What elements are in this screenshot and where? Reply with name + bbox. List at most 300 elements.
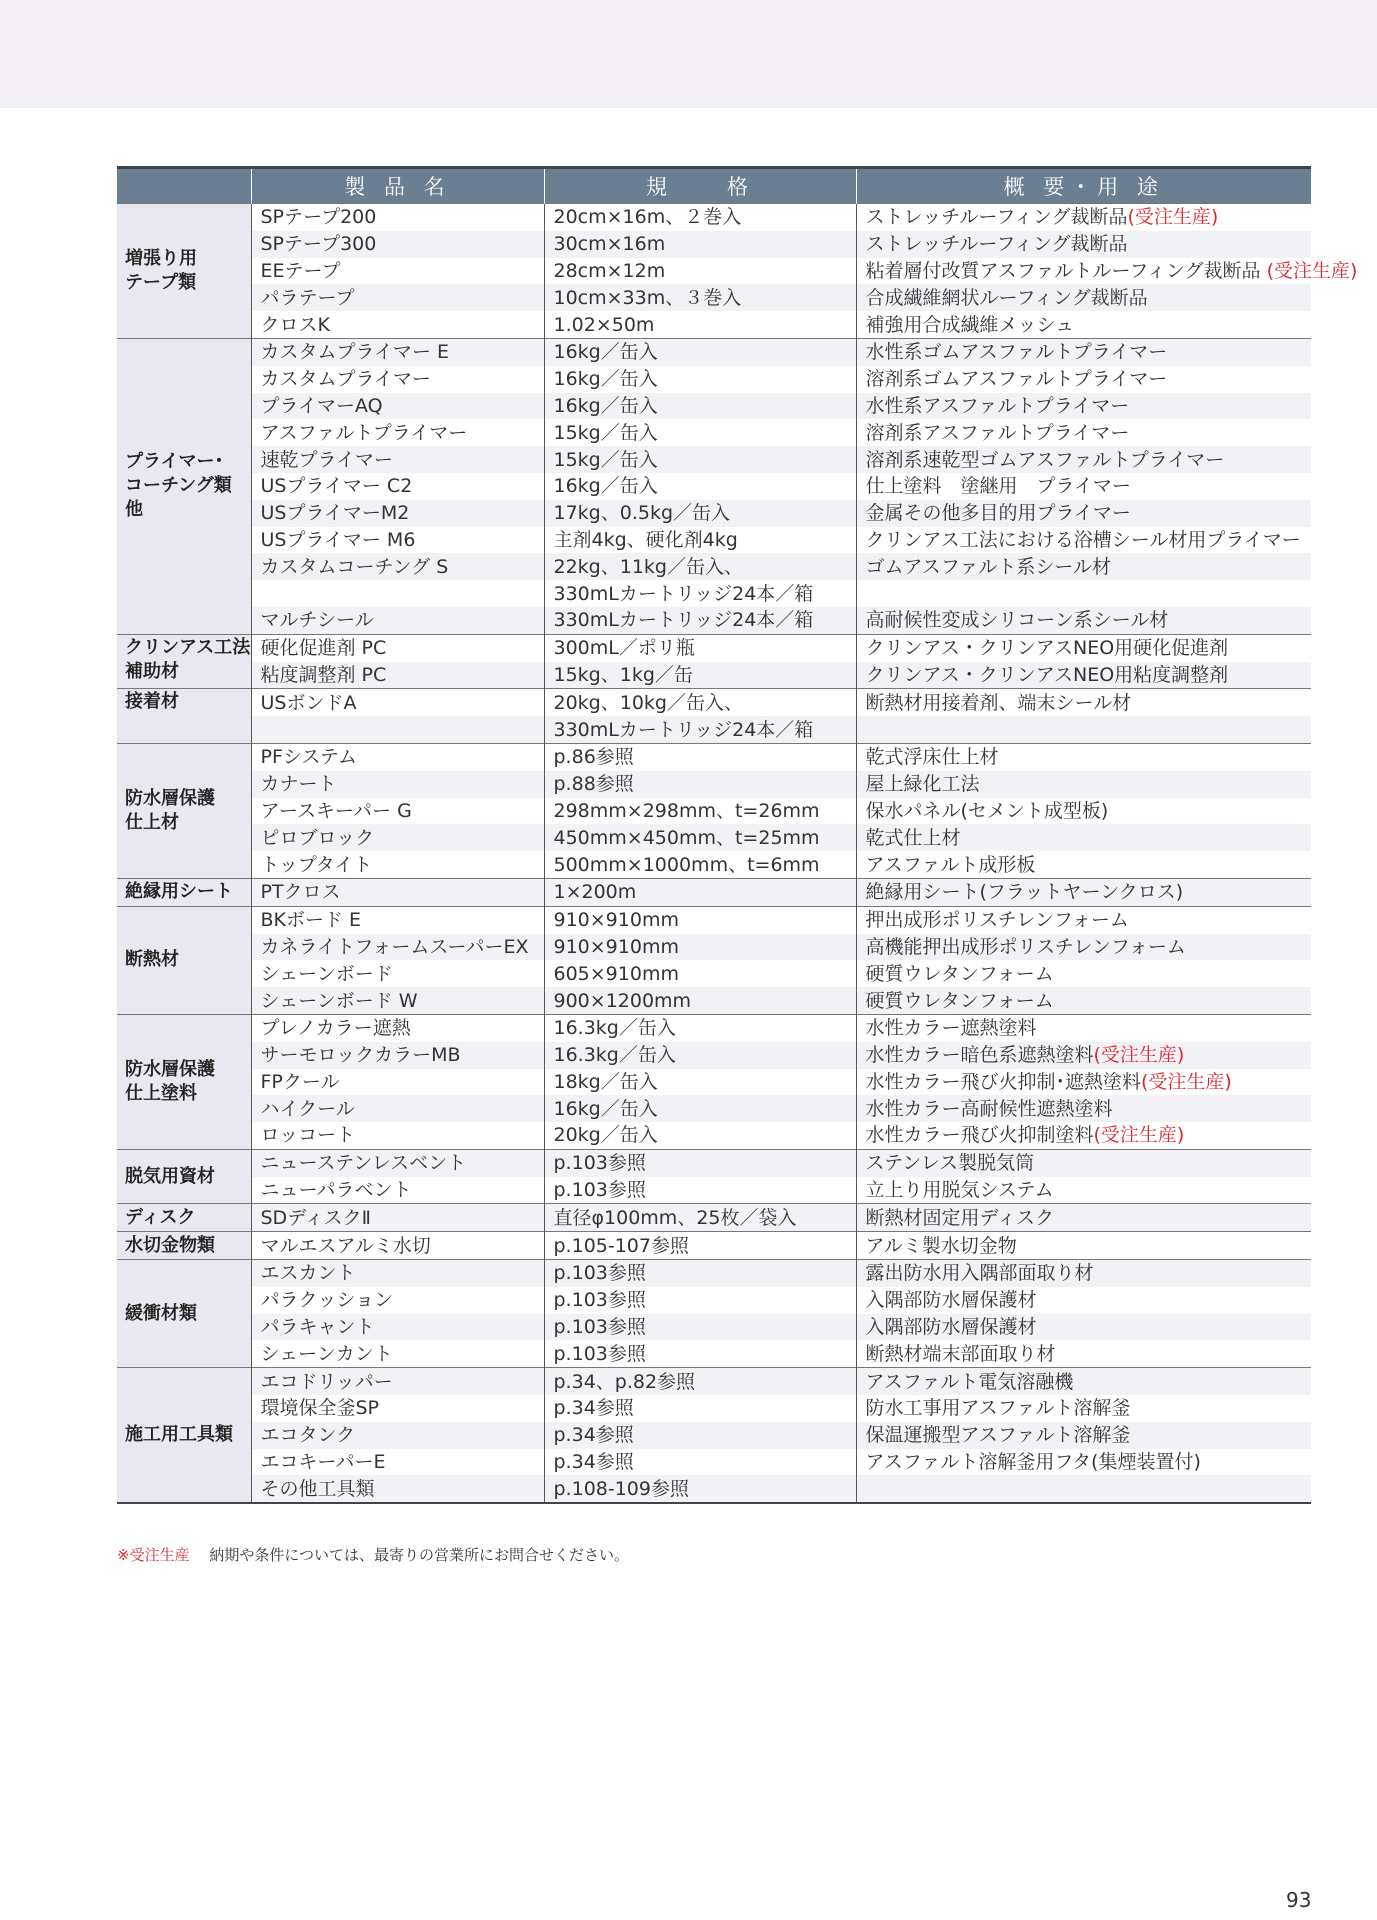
table-row [117,258,1311,285]
product-name-cell [251,1314,544,1341]
spec-cell [544,311,856,338]
spec-value: p.108-109参照 [553,1477,689,1500]
category-cell: 接着材 [117,689,251,744]
table-row [117,1422,1311,1449]
spec-value: 16kg／缶入 [553,341,658,364]
product-name-cell [251,366,544,393]
product-name-cell [251,1204,544,1232]
table-row [117,231,1311,258]
table-row [117,960,1311,987]
table-row [117,743,1311,770]
spec-value: p.34、p.82参照 [553,1370,696,1393]
description-text: 水性カラー遮熱塗料 [865,1017,1037,1040]
description-text: 乾式仕上材 [865,826,961,849]
product-name-cell [251,934,544,961]
table-row [117,1475,1311,1503]
table-row [117,1368,1311,1395]
spec-cell [544,1395,856,1422]
spec-value: p.34参照 [553,1397,634,1420]
description-text: 高耐候性変成シリコーン系シール材 [865,609,1169,632]
table-row [117,1395,1311,1422]
spec-value: 15kg／缶入 [553,421,658,444]
category-cell: 絶縁用シート [117,878,251,906]
product-name-cell [251,1122,544,1149]
product-name: サーモロックカラーMB [260,1044,461,1067]
spec-value: 15kg、1kg／缶 [553,663,693,686]
table-row [117,284,1311,311]
description-cell [856,824,1311,851]
product-name: カスタムプライマー E [260,341,449,364]
spec-value: 30cm×16m [553,233,666,256]
table-row [117,553,1311,580]
table-row [117,1177,1311,1204]
description-text: 露出防水用入隅部面取り材 [865,1262,1094,1285]
description-text: 硬質ウレタンフォーム [865,962,1054,985]
product-name-cell [251,1232,544,1260]
product-name: ピロブロック [260,826,375,849]
spec-value: 330mLカートリッジ24本／箱 [553,718,814,741]
spec-cell [544,851,856,878]
spec-value: 16.3kg／缶入 [553,1017,676,1040]
description-cell [856,1204,1311,1232]
description-text: 補強用合成繊維メッシュ [865,313,1075,336]
description-cell [856,1395,1311,1422]
table-row [117,1314,1311,1341]
spec-value: 605×910mm [553,962,679,985]
spec-value: 28cm×12m [553,259,666,282]
spec-value: p.103参照 [553,1342,646,1365]
table-row [117,338,1311,365]
table-row [117,662,1311,689]
table-row [117,446,1311,473]
description-text: 仕上塗料 塗継用 プライマー [865,475,1131,498]
spec-cell [544,473,856,500]
product-name: カナート [260,773,337,796]
description-cell [856,689,1311,716]
made-to-order-note: (受注生産) [1127,206,1219,229]
table-row [117,824,1311,851]
table-row [117,311,1311,338]
spec-value: p.103参照 [553,1262,646,1285]
spec-value: 15kg／缶入 [553,448,658,471]
product-name-cell [251,284,544,311]
product-name: SDディスクⅡ [260,1206,372,1229]
product-name: カスタムコーチング S [260,555,449,578]
category-cell: クリンアス工法 補助材 [117,634,251,689]
product-name-cell [251,311,544,338]
description-text: 水性カラー飛び火抑制･遮熱塗料 [865,1070,1142,1093]
spec-value: 20kg／缶入 [553,1124,658,1147]
spec-value: p.103参照 [553,1152,646,1175]
spec-cell [544,1177,856,1204]
product-name: ハイクール [260,1097,355,1120]
product-name-cell [251,771,544,798]
description-text: 水性系アスファルトプライマー [865,394,1130,417]
description-cell [856,1042,1311,1069]
spec-value: p.34参照 [553,1424,634,1447]
product-name: PFシステム [260,746,357,769]
description-cell [856,1122,1311,1149]
description-cell [856,798,1311,825]
product-name-cell [251,553,544,580]
description-text: 水性カラー飛び火抑制塗料 [865,1124,1094,1147]
product-name-cell [251,1042,544,1069]
spec-value: 直径φ100mm、25枚／袋入 [553,1206,797,1229]
table-row [117,1204,1311,1232]
product-name: エコタンク [260,1424,356,1447]
spec-cell [544,553,856,580]
description-text: クリンアス・クリンアスNEO用硬化促進剤 [865,637,1229,660]
product-name: アースキーパー G [260,799,412,822]
product-name: パラキャント [260,1316,375,1339]
table-row [117,204,1311,231]
product-name-cell [251,824,544,851]
spec-cell [544,1422,856,1449]
product-name: マルチシール [260,609,374,632]
product-name-cell [251,1395,544,1422]
product-name: プライマーAQ [260,394,383,417]
description-text: 断熱材用接着剤、端末シール材 [865,691,1132,714]
description-cell [856,1449,1311,1476]
product-name-cell [251,473,544,500]
spec-value: 1×200m [553,881,637,904]
product-name-cell [251,906,544,933]
description-text: 金属その他多目的用プライマー [865,502,1131,525]
description-cell [856,1314,1311,1341]
spec-value: 300mL／ポリ瓶 [553,637,695,660]
description-cell [856,906,1311,933]
spec-value: 330mLカートリッジ24本／箱 [553,609,814,632]
spec-value: p.103参照 [553,1316,646,1339]
product-name-cell [251,1449,544,1476]
table-row [117,500,1311,527]
spec-value: p.103参照 [553,1179,646,1202]
spec-value: 500mm×1000mm、t=6mm [553,853,820,876]
description-cell [856,934,1311,961]
top-band [0,0,1377,108]
product-name: ロッコート [260,1124,356,1147]
spec-cell [544,204,856,231]
description-text: 合成繊維網状ルーフィング裁断品 [865,286,1148,309]
spec-cell [544,446,856,473]
product-name-cell [251,1475,544,1503]
table-row [117,607,1311,634]
description-cell [856,1149,1311,1176]
table-row [117,1340,1311,1367]
description-text: 絶縁用シート(フラットヤーンクロス) [865,881,1184,904]
spec-value: 910×910mm [553,909,679,932]
description-cell [856,771,1311,798]
description-text: 保水パネル(セメント成型板) [865,799,1109,822]
spec-value: 16kg／缶入 [553,475,658,498]
description-cell [856,284,1311,311]
spec-cell [544,258,856,285]
product-table [117,166,1358,1504]
table-row [117,851,1311,878]
table-row [117,393,1311,420]
table-row [117,1149,1311,1176]
description-cell [856,960,1311,987]
product-name-cell [251,743,544,770]
spec-value: 16kg／缶入 [553,394,658,417]
description-text: アスファルト電気溶融機 [865,1370,1074,1393]
table-row [117,1232,1311,1260]
product-name-cell [251,446,544,473]
description-cell [856,607,1311,634]
product-name: トップタイト [260,853,373,876]
product-name: 環境保全釜SP [260,1397,380,1420]
table-row [117,634,1311,661]
product-name: シェーンカント [260,1342,393,1365]
description-text: 溶剤系ゴムアスファルトプライマー [865,368,1168,391]
spec-value: 20kg、10kg／缶入、 [553,691,743,714]
spec-cell [544,662,856,689]
made-to-order-note: (受注生産) [1093,1044,1185,1067]
product-name-cell [251,527,544,554]
category-cell: 防水層保護 仕上材 [117,743,251,878]
product-name: USプライマー M6 [260,528,416,551]
description-text: 高機能押出成形ポリスチレンフォーム [865,935,1186,958]
made-to-order-note: (受注生産) [1266,259,1358,282]
table-header-row [117,168,1311,204]
description-text: 屋上緑化工法 [865,773,980,796]
description-text: 水性系ゴムアスファルトプライマー [865,341,1168,364]
category-cell: プライマー･ コーチング類 他 [117,338,251,634]
description-cell [856,311,1311,338]
header-category [117,168,251,204]
spec-cell [544,419,856,446]
spec-value: 1.02×50m [553,313,655,336]
description-text: ストレッチルーフィング裁断品 [865,206,1128,229]
table-row [117,366,1311,393]
description-cell [856,204,1311,231]
product-name-cell [251,231,544,258]
product-name-cell [251,393,544,420]
product-name: パラテープ [260,286,355,309]
table-row [117,1287,1311,1314]
spec-value: 20cm×16m、２巻入 [553,206,742,229]
product-name: エスカント [260,1262,356,1285]
spec-cell [544,393,856,420]
product-name: PTクロス [260,881,341,904]
product-name-cell [251,716,544,743]
description-text: 乾式浮床仕上材 [865,746,999,769]
product-name: USプライマーM2 [260,502,410,525]
table-body [117,204,1358,1504]
description-text: クリンアス・クリンアスNEO用粘度調整剤 [865,663,1229,686]
table-row [117,527,1311,554]
spec-cell [544,1287,856,1314]
product-name-cell [251,1260,544,1287]
spec-value: 900×1200mm [553,989,692,1012]
product-name: クロスK [260,313,330,336]
description-cell [856,1095,1311,1122]
product-name-cell [251,204,544,231]
spec-cell [544,366,856,393]
description-cell [856,1422,1311,1449]
spec-cell [544,960,856,987]
description-text: 防水工事用アスファルト溶解釜 [865,1397,1131,1420]
table-row [117,1014,1311,1041]
description-cell [856,527,1311,554]
product-name-cell [251,1340,544,1367]
product-name-cell [251,1014,544,1041]
spec-cell [544,1368,856,1395]
description-text: クリンアス工法における浴槽シール材用プライマー [865,528,1301,551]
description-text: 溶剤系速乾型ゴムアスファルトプライマー [865,448,1225,471]
description-cell [856,851,1311,878]
category-cell: 施工用工具類 [117,1368,251,1503]
spec-cell [544,906,856,933]
description-cell [856,1232,1311,1260]
spec-cell [544,527,856,554]
header-product-name: 製 品 名 [251,168,544,204]
description-cell [856,473,1311,500]
description-cell [856,338,1311,365]
product-name-cell [251,338,544,365]
product-name-cell [251,258,544,285]
product-name: ニューパラベント [260,1179,412,1202]
table-row [117,934,1311,961]
product-name-cell [251,1095,544,1122]
footnote-mark: ※受注生産 [117,1546,190,1564]
spec-value: 16kg／缶入 [553,368,658,391]
description-cell [856,419,1311,446]
table-row [117,1260,1311,1287]
table-row [117,878,1311,906]
made-to-order-note: (受注生産) [1093,1124,1185,1147]
product-name-cell [251,878,544,906]
made-to-order-note: (受注生産) [1141,1070,1232,1093]
description-cell [856,553,1311,580]
description-text: アルミ製水切金物 [865,1234,1017,1257]
spec-cell [544,1449,856,1476]
description-text: ストレッチルーフィング裁断品 [865,233,1128,256]
spec-value: p.105-107参照 [553,1234,689,1257]
spec-value: 298mm×298mm、t=26mm [553,799,820,822]
table-row [117,987,1311,1014]
product-name: その他工具類 [260,1477,375,1500]
product-name: SPテープ200 [260,206,377,229]
category-cell: 脱気用資材 [117,1149,251,1204]
spec-cell [544,1204,856,1232]
product-name: 硬化促進剤 PC [260,637,387,660]
spec-cell [544,338,856,365]
spec-value: 18kg／缶入 [553,1070,658,1093]
spec-cell [544,634,856,661]
spec-cell [544,1232,856,1260]
description-cell [856,580,1311,607]
table-row [117,580,1311,607]
category-cell: ディスク [117,1204,251,1232]
product-name-cell [251,987,544,1014]
product-name: パラクッション [260,1289,394,1312]
spec-value: p.103参照 [553,1289,646,1312]
description-text: 断熱材端末部面取り材 [865,1342,1056,1365]
spec-value: 16kg／缶入 [553,1097,658,1120]
table-row [117,1449,1311,1476]
table-row [117,419,1311,446]
description-text: ステンレス製脱気筒 [865,1152,1035,1175]
description-cell [856,878,1311,906]
table-row [117,906,1311,933]
spec-cell [544,987,856,1014]
description-cell [856,1340,1311,1367]
product-name: プレノカラー遮熱 [260,1017,411,1040]
product-name: カスタムプライマー [260,368,431,391]
spec-cell [544,1042,856,1069]
spec-cell [544,231,856,258]
spec-value: 16.3kg／缶入 [553,1044,676,1067]
description-text: 断熱材固定用ディスク [865,1206,1054,1229]
spec-value: 330mLカートリッジ24本／箱 [553,582,814,605]
spec-value: p.34参照 [553,1451,634,1474]
spec-cell [544,500,856,527]
description-cell [856,500,1311,527]
spec-cell [544,607,856,634]
product-name-cell [251,689,544,716]
spec-cell [544,1340,856,1367]
spec-cell [544,1314,856,1341]
category-cell: 増張り用 テープ類 [117,204,251,339]
product-name-cell [251,580,544,607]
description-cell [856,1287,1311,1314]
table-row [117,1042,1311,1069]
spec-cell [544,580,856,607]
description-cell [856,393,1311,420]
description-cell [856,1475,1311,1503]
product-name-cell [251,634,544,661]
product-name: シェーンボード [260,962,393,985]
description-cell [856,1069,1311,1096]
description-cell [856,662,1311,689]
description-cell [856,366,1311,393]
description-cell [856,987,1311,1014]
product-name-cell [251,419,544,446]
product-name-cell [251,798,544,825]
product-name-cell [251,607,544,634]
description-cell [856,634,1311,661]
product-name-cell [251,1177,544,1204]
spec-cell [544,934,856,961]
spec-value: 22kg、11kg／缶入、 [553,555,743,578]
product-name: FPクール [260,1070,340,1093]
description-text: 入隅部防水層保護材 [865,1316,1037,1339]
spec-cell [544,1122,856,1149]
description-text: 保温運搬型アスファルト溶解釜 [865,1424,1131,1447]
product-name: SPテープ300 [260,233,377,256]
product-name-cell [251,851,544,878]
category-cell: 水切金物類 [117,1232,251,1260]
description-text: ゴムアスファルト系シール材 [865,555,1111,578]
product-name-cell [251,500,544,527]
spec-value: p.88参照 [553,773,634,796]
spec-cell [544,1069,856,1096]
spec-cell [544,798,856,825]
table-row [117,473,1311,500]
product-name-cell [251,1368,544,1395]
description-cell [856,716,1311,743]
product-name: ニューステンレスベント [260,1152,467,1175]
spec-cell [544,1014,856,1041]
table-row [117,1122,1311,1149]
product-name: アスファルトプライマー [260,421,468,444]
description-text: 水性カラー高耐候性遮熱塗料 [865,1097,1113,1120]
table-row [117,1069,1311,1096]
spec-cell [544,284,856,311]
spec-cell [544,1260,856,1287]
description-text: 硬質ウレタンフォーム [865,989,1054,1012]
